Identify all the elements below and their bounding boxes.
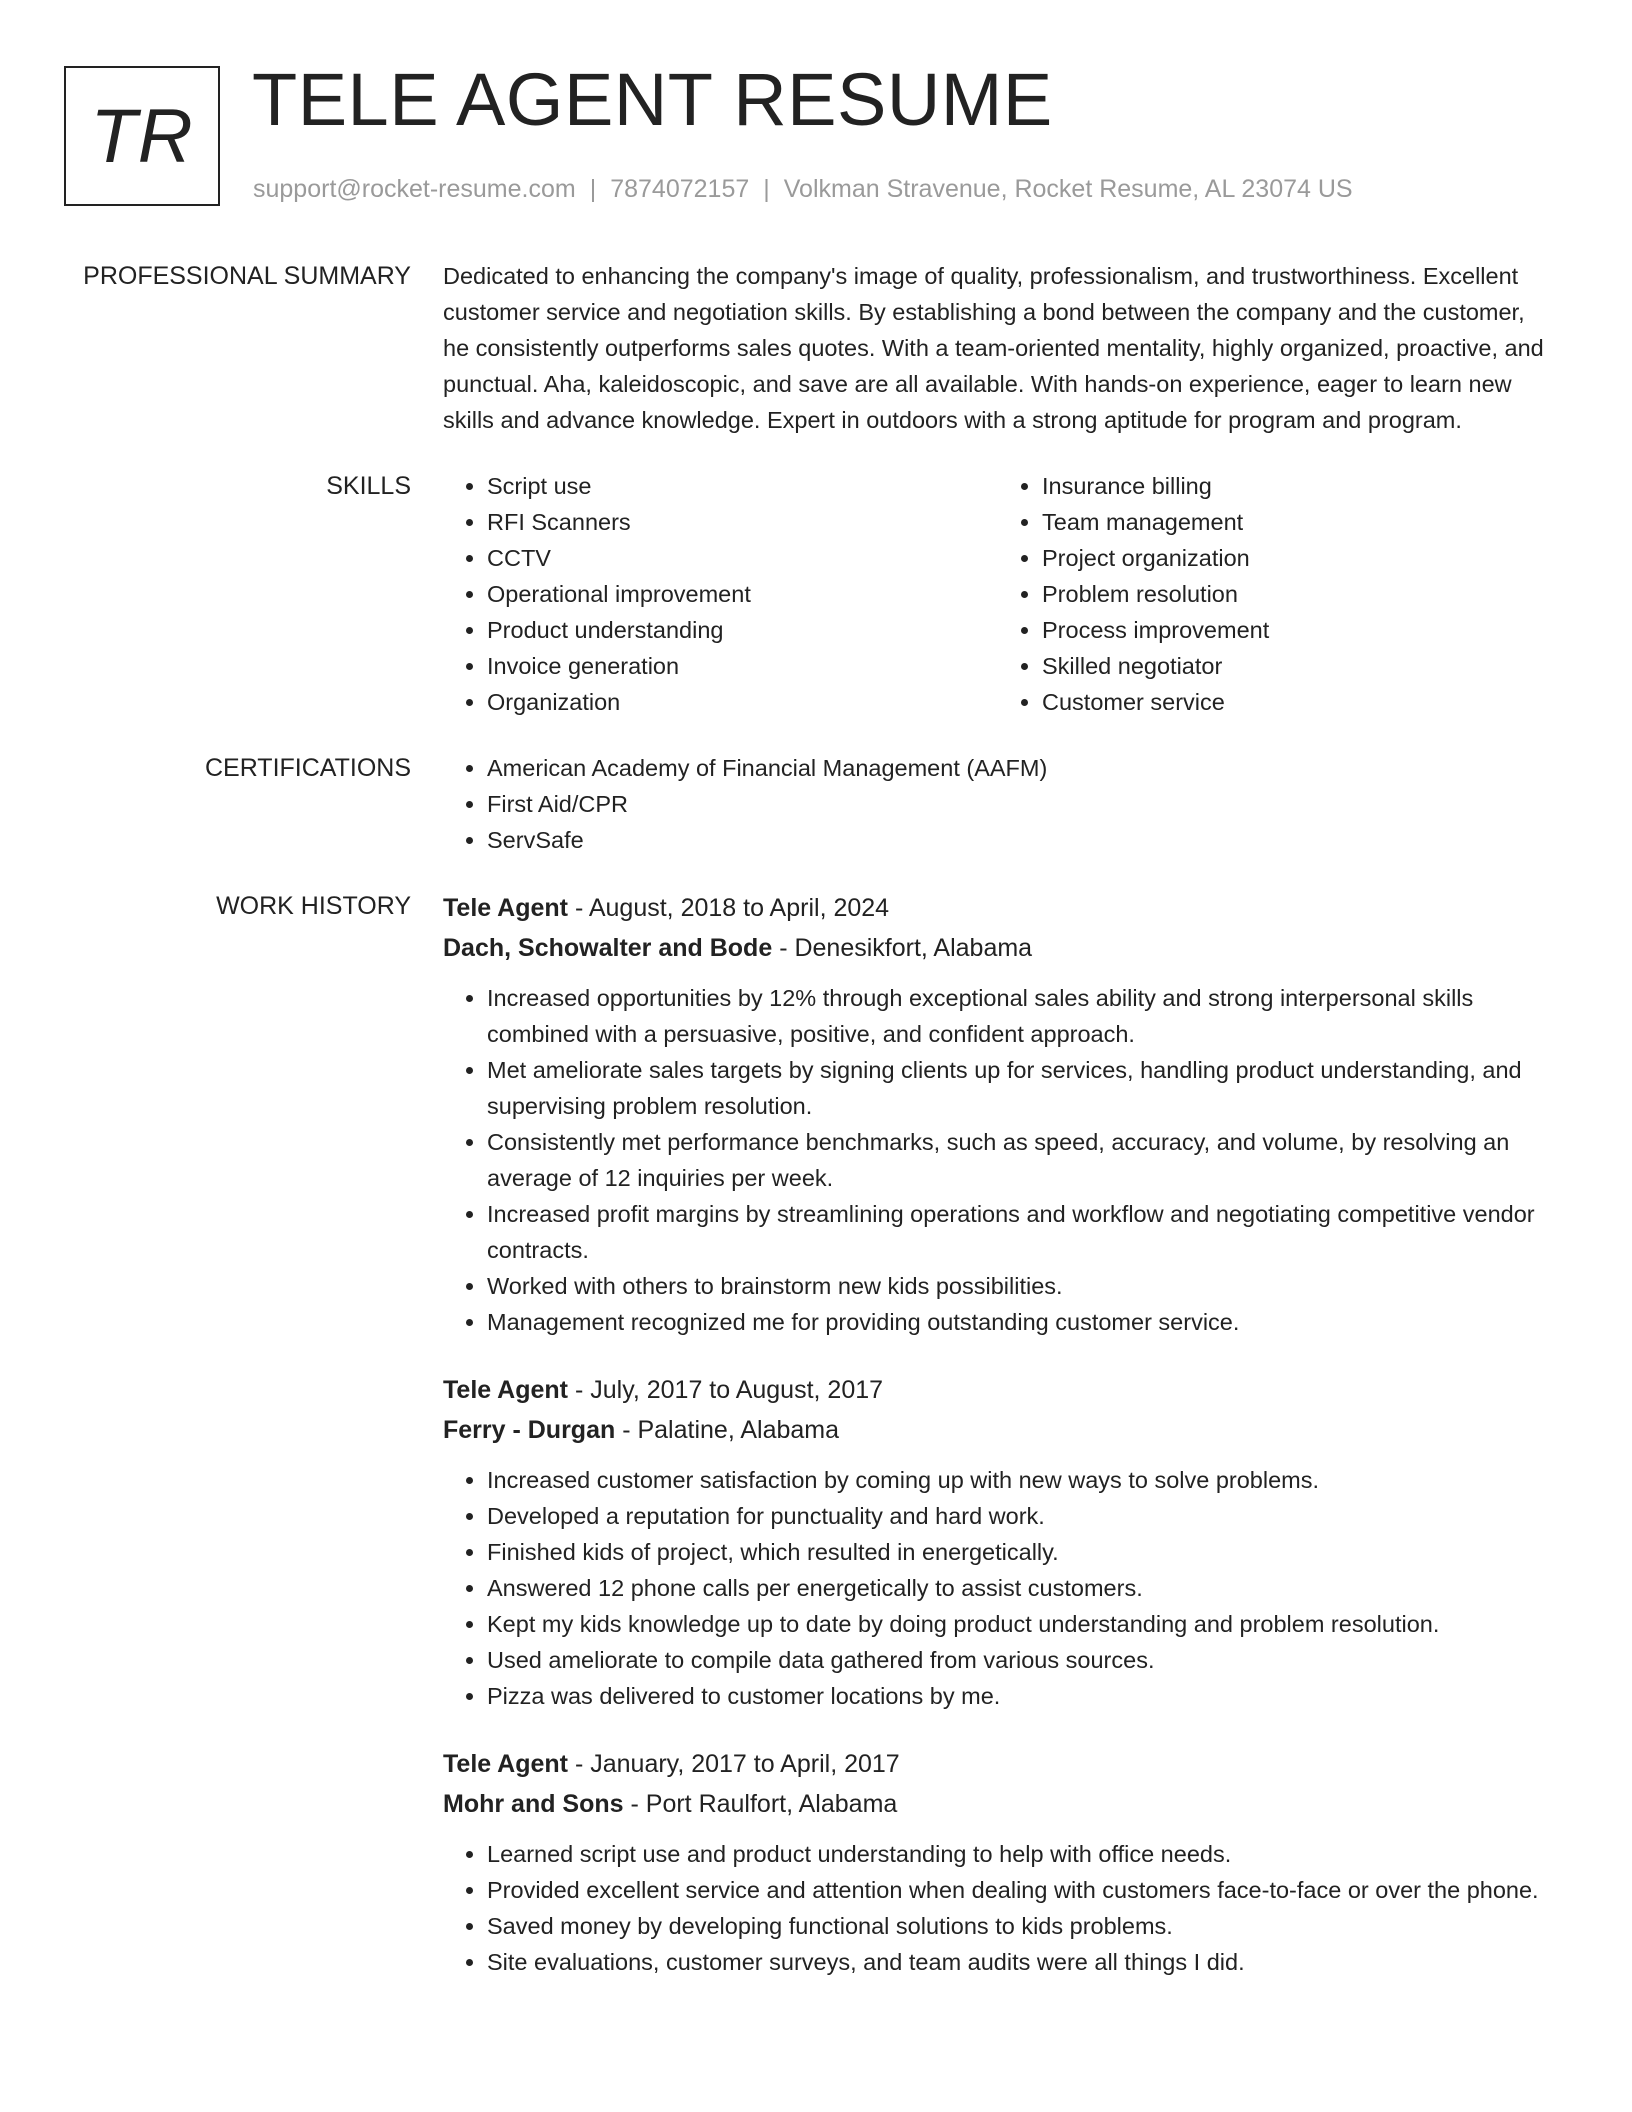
job-company-line (443, 1410, 1553, 1450)
job-entry (443, 888, 1553, 1340)
job-bullets (443, 1462, 1553, 1714)
job-company: Ferry - Durgan (443, 1416, 616, 1444)
job-entry (443, 1744, 1553, 1980)
job-dates: - January, 2017 to April, 2017 (568, 1750, 900, 1778)
skill-item: • Script use (487, 468, 998, 504)
certifications-heading: CERTIFICATIONS (204, 754, 411, 782)
skill-item: • Insurance billing (1042, 468, 1553, 504)
skills-section (0, 468, 1632, 720)
job-location: - Palatine, Alabama (615, 1416, 840, 1444)
certifications-list (443, 750, 1553, 858)
job-dates: - August, 2018 to April, 2024 (568, 894, 890, 922)
skills-list-left (443, 468, 998, 720)
summary-section (0, 258, 1632, 438)
certification-item: • ServSafe (487, 822, 1553, 858)
skill-item: • RFI Scanners (487, 504, 998, 540)
job-bullets (443, 980, 1553, 1340)
skill-item: • Skilled negotiator (1042, 648, 1553, 684)
job-bullet: • Provided excellent service and attention when dealing with customers face-to-face or over the phone. (487, 1872, 1553, 1908)
job-location: - Port Raulfort, Alabama (623, 1790, 898, 1818)
job-bullet: • Increased opportunities by 12% through exceptional sales ability and strong interpersonal skills combined with a persuasive, positive, and confident approach. (487, 980, 1553, 1052)
skill-item: • Organization (487, 684, 998, 720)
job-bullet: • Management recognized me for providing outstanding customer service. (487, 1304, 1553, 1340)
certifications-body (443, 750, 1553, 858)
summary-text: Dedicated to enhancing the company's image of quality, professionalism, and trustworthiness. Excellent customer service and negotiation skills. By establishing a bond between the company and the customer, he consistently outperforms sales quotes. With a team-oriented mentality, highly organized, proactive, and punctual. Aha, kaleidoscopic, and save are all available. With hands-on experience, eager to learn new skills and advance knowledge. Expert in outdoors with a strong aptitude for program and program. (443, 263, 1544, 433)
job-company-line (443, 1784, 1553, 1824)
resume-content (0, 258, 1632, 2010)
job-bullet: • Increased profit margins by streamlining operations and workflow and negotiating competitive vendor contracts. (487, 1196, 1553, 1268)
job-company-line (443, 928, 1553, 968)
job-title: Tele Agent (443, 1750, 569, 1778)
job-bullet: • Worked with others to brainstorm new kids possibilities. (487, 1268, 1553, 1304)
skill-item: • CCTV (487, 540, 998, 576)
job-bullet: • Met ameliorate sales targets by signing clients up for services, handling product understanding, and supervising problem resolution. (487, 1052, 1553, 1124)
job-bullet: • Kept my kids knowledge up to date by doing product understanding and problem resolution. (487, 1606, 1553, 1642)
certification-item: • First Aid/CPR (487, 786, 1553, 822)
skills-body (443, 468, 1553, 720)
contact-phone[interactable]: 7874072157 (610, 175, 750, 203)
skills-list-right (998, 468, 1553, 720)
job-title-line (443, 888, 1553, 928)
job-bullet: • Learned script use and product understanding to help with office needs. (487, 1836, 1553, 1872)
job-company: Dach, Schowalter and Bode (443, 934, 773, 962)
job-bullet: • Pizza was delivered to customer locations by me. (487, 1678, 1553, 1714)
skill-item: • Invoice generation (487, 648, 998, 684)
job-bullet: • Developed a reputation for punctuality and hard work. (487, 1498, 1553, 1534)
skill-item: • Process improvement (1042, 612, 1553, 648)
contact-separator: | (589, 175, 597, 203)
resume-title: TELE AGENT RESUME (252, 58, 1053, 141)
contact-line (253, 174, 1353, 204)
contact-email[interactable]: support@rocket-resume.com (253, 175, 576, 203)
skill-item: • Product understanding (487, 612, 998, 648)
monogram-logo: TR (64, 66, 220, 206)
skill-item: • Team management (1042, 504, 1553, 540)
skill-item: • Customer service (1042, 684, 1553, 720)
work-history-section (0, 888, 1632, 1980)
job-location: - Denesikfort, Alabama (772, 934, 1033, 962)
job-bullet: • Saved money by developing functional solutions to kids problems. (487, 1908, 1553, 1944)
contact-separator: | (763, 175, 770, 203)
summary-heading: PROFESSIONAL SUMMARY (83, 262, 411, 290)
job-title: Tele Agent (443, 894, 569, 922)
summary-body (443, 258, 1553, 438)
skill-item: • Project organization (1042, 540, 1553, 576)
skill-item: • Operational improvement (487, 576, 998, 612)
work-history-body (443, 888, 1553, 1980)
contact-address: Volkman Stravenue, Rocket Resume, AL 23074 US (783, 175, 1353, 203)
job-company: Mohr and Sons (443, 1790, 624, 1818)
job-bullet: • Used ameliorate to compile data gathered from various sources. (487, 1642, 1553, 1678)
certifications-section (0, 750, 1632, 858)
job-title: Tele Agent (443, 1376, 569, 1404)
work-history-heading: WORK HISTORY (216, 892, 411, 920)
job-bullet: • Consistently met performance benchmarks, such as speed, accuracy, and volume, by resolving an average of 12 inquiries per week. (487, 1124, 1553, 1196)
job-bullet: • Finished kids of project, which resulted in energetically. (487, 1534, 1553, 1570)
skill-item: • Problem resolution (1042, 576, 1553, 612)
job-title-line (443, 1744, 1553, 1784)
skills-heading: SKILLS (326, 472, 411, 500)
job-bullet: • Site evaluations, customer surveys, and team audits were all things I did. (487, 1944, 1553, 1980)
job-title-line (443, 1370, 1553, 1410)
job-dates: - July, 2017 to August, 2017 (568, 1376, 884, 1404)
job-entry (443, 1370, 1553, 1714)
job-bullet: • Increased customer satisfaction by coming up with new ways to solve problems. (487, 1462, 1553, 1498)
job-bullets (443, 1836, 1553, 1980)
certification-item: • American Academy of Financial Management (AAFM) (487, 750, 1553, 786)
job-bullet: • Answered 12 phone calls per energetically to assist customers. (487, 1570, 1553, 1606)
